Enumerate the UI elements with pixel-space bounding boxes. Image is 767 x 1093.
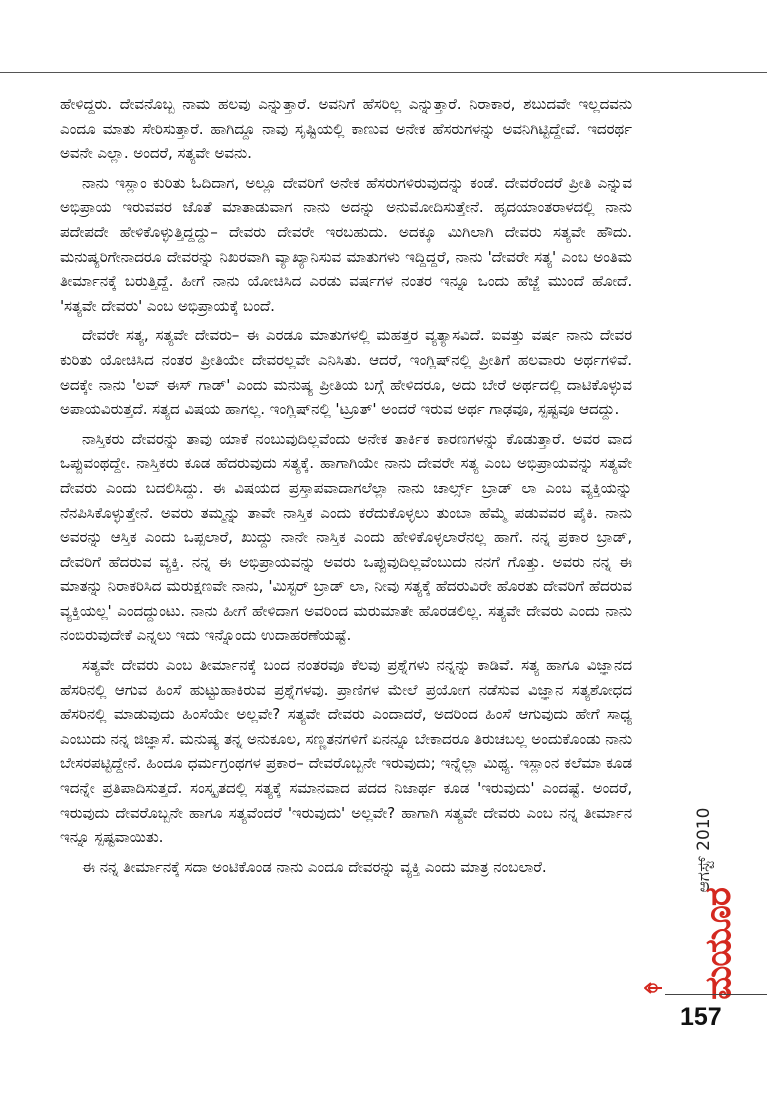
page-number: 157 bbox=[680, 1003, 722, 1031]
article-paragraph: ನಾನು ಇಸ್ಲಾಂ ಕುರಿತು ಓದಿದಾಗ, ಅಲ್ಲೂ ದೇವರಿಗೆ ಅನೇಕ ಹೆಸರುಗಳಿರುವುದನ್ನು ಕಂಡೆ. ದೇವರೆಂದರೆ ಪ್ರೀತಿ ಎನ್ನುವ ಅಭಿಪ್ರಾಯ ಇರುವವರ ಜೊತೆ ಮಾತಾಡುವಾಗ ನಾನು ಅದನ್ನು ಅನುಮೋದಿಸುತ್ತೇನೆ. ಹೃದಯಾಂತರಾಳದಲ್ಲಿ ನಾನು ಪದೇಪದೇ ಹೇಳಿಕೊಳ್ಳುತ್ತಿದ್ದದ್ದು– ದೇವರು ದೇವರೇ ಇರಬಹುದು. ಅದಕ್ಕೂ ಮಿಗಿಲಾಗಿ ದೇವರು ಸತ್ಯವೇ ಹೌದು. ಮನುಷ್ಯರಿಗೇನಾದರೂ ದೇವರನ್ನು ನಿಖರವಾಗಿ ವ್ಯಾಖ್ಯಾನಿಸುವ ಮಾತುಗಳು ಇದ್ದಿದ್ದರೆ, ನಾನು 'ದೇವರೇ ಸತ್ಯ' ಎಂಬ ಅಂತಿಮ ತೀರ್ಮಾನಕ್ಕೆ ಬರುತ್ತಿದ್ದೆ. ಹೀಗೆ ನಾನು ಯೋಚಿಸಿದ ಎರಡು ವರ್ಷಗಳ ನಂತರ ಇನ್ನೂ ಒಂದು ಹೆಜ್ಜೆ ಮುಂದೆ ಹೋದೆ. 'ಸತ್ಯವೇ ದೇವರು' ಎಂಬ ಅಭಿಪ್ರಾಯಕ್ಕೆ ಬಂದೆ. bbox=[60, 173, 632, 315]
end-mark-arrow-icon bbox=[642, 981, 664, 995]
header-rule bbox=[0, 72, 767, 73]
magazine-logo bbox=[684, 888, 754, 1000]
article-paragraph: ದೇವರೇ ಸತ್ಯ, ಸತ್ಯವೇ ದೇವರು– ಈ ಎರಡೂ ಮಾತುಗಳಲ್ಲಿ ಮಹತ್ತರ ವ್ಯತ್ಯಾಸವಿದೆ. ಐವತ್ತು ವರ್ಷ ನಾನು ದೇವರ ಕುರಿತು ಯೋಚಿಸಿದ ನಂತರ ಪ್ರೀತಿಯೇ ದೇವರಲ್ಲವೇ ಎನಿಸಿತು. ಆದರೆ, ಇಂಗ್ಲಿಷ್‌ನಲ್ಲಿ ಪ್ರೀತಿಗೆ ಹಲವಾರು ಅರ್ಥಗಳಿವೆ. ಅದಕ್ಕೇ ನಾನು 'ಲವ್ ಈಸ್ ಗಾಡ್' ಎಂದು ಮನುಷ್ಯ ಪ್ರೀತಿಯ ಬಗ್ಗೆ ಹೇಳಿದರೂ, ಅದು ಬೇರೆ ಅರ್ಥದಲ್ಲಿ ದಾಟಿಕೊಳ್ಳುವ ಅಪಾಯವಿರುತ್ತದೆ. ಸತ್ಯದ ವಿಷಯ ಹಾಗಲ್ಲ. ಇಂಗ್ಲಿಷ್‌ನಲ್ಲಿ 'ಟ್ರೂತ್' ಅಂದರೆ ಇರುವ ಅರ್ಥ ಗಾಢವೂ, ಸ್ಪಷ್ಟವೂ ಆದದ್ದು. bbox=[60, 326, 632, 419]
issue-date-text: ಆಗಸ್ಟ್ 2010 bbox=[694, 807, 714, 893]
footer-rule bbox=[665, 994, 767, 995]
article-paragraph: ನಾಸ್ತಿಕರು ದೇವರನ್ನು ತಾವು ಯಾಕೆ ನಂಬುವುದಿಲ್ಲವೆಂದು ಅನೇಕ ತಾರ್ಕಿಕ ಕಾರಣಗಳನ್ನು ಕೊಡುತ್ತಾರೆ. ಅವರ ವಾದ ಒಪ್ಪುವಂಥದ್ದೇ. ನಾಸ್ತಿಕರು ಕೂಡ ಹೆದರುವುದು ಸತ್ಯಕ್ಕೆ. ಹಾಗಾಗಿಯೇ ನಾನು ದೇವರೇ ಸತ್ಯ ಎಂಬ ಅಭಿಪ್ರಾಯವನ್ನು ಸತ್ಯವೇ ದೇವರು ಎಂದು ಬದಲಿಸಿದ್ದು. ಈ ವಿಷಯದ ಪ್ರಸ್ತಾಪವಾದಾಗಲೆಲ್ಲಾ ನಾನು ಚಾರ್ಲ್ಸ್ ಬ್ರಾಡ್ ಲಾ ಎಂಬ ವ್ಯಕ್ತಿಯನ್ನು ನೆನಪಿಸಿಕೊಳ್ಳುತ್ತೇನೆ. ಅವರು ತಮ್ಮನ್ನು ತಾವೇ ನಾಸ್ತಿಕ ಎಂದು ಕರೆದುಕೊಳ್ಳಲು ತುಂಬಾ ಹೆಮ್ಮೆ ಪಡುವವರ ಪೈಕಿ. ನಾನು ಅವರನ್ನು ಆಸ್ತಿಕ ಎಂದು ಒಪ್ಪಲಾರೆ, ಖುದ್ದು ನಾನೇ ನಾಸ್ತಿಕ ಎಂದು ಹೇಳಿಕೊಳ್ಳಲಾರೆನಲ್ಲ ಹಾಗೆ. ನನ್ನ ಪ್ರಕಾರ ಬ್ರಾಡ್, ದೇವರಿಗೆ ಹೆದರುವ ವ್ಯಕ್ತಿ. ನನ್ನ ಈ ಅಭಿಪ್ರಾಯವನ್ನು ಅವರು ಒಪ್ಪುವುದಿಲ್ಲವೆಂಬುದು ನನಗೆ ಗೊತ್ತು. ಅವರು ನನ್ನ ಈ ಮಾತನ್ನು ನಿರಾಕರಿಸಿದ ಮರುಕ್ಷಣವೇ ನಾನು, 'ಮಿಸ್ಟರ್ ಬ್ರಾಡ್ ಲಾ, ನೀವು ಸತ್ಯಕ್ಕೆ ಹೆದರುವಿರೇ ಹೊರತು ದೇವರಿಗೆ ಹೆದರುವ ವ್ಯಕ್ತಿಯಲ್ಲ' ಎಂದದ್ದುಂಟು. ನಾನು ಹೀಗೆ ಹೇಳಿದಾಗ ಅವರಿಂದ ಮರುಮಾತೇ ಹೊರಡಲಿಲ್ಲ. ಸತ್ಯವೇ ದೇವರು ಎಂದು ನಾನು ನಂಬಿರುವುದೇಕೆ ಎನ್ನಲು ಇದು ಇನ್ನೊಂದು ಉದಾಹರಣೆಯಷ್ಟೆ. bbox=[60, 429, 632, 645]
article-paragraph: ಸತ್ಯವೇ ದೇವರು ಎಂಬ ತೀರ್ಮಾನಕ್ಕೆ ಬಂದ ನಂತರವೂ ಕೆಲವು ಪ್ರಶ್ನೆಗಳು ನನ್ನನ್ನು ಕಾಡಿವೆ. ಸತ್ಯ ಹಾಗೂ ವಿಜ್ಞಾನದ ಹೆಸರಿನಲ್ಲಿ ಆಗುವ ಹಿಂಸೆ ಹುಟ್ಟುಹಾಕಿರುವ ಪ್ರಶ್ನೆಗಳವು. ಪ್ರಾಣಿಗಳ ಮೇಲೆ ಪ್ರಯೋಗ ನಡೆಸುವ ವಿಜ್ಞಾನ ಸತ್ಯಶೋಧದ ಹೆಸರಿನಲ್ಲಿ ಮಾಡುವುದು ಹಿಂಸೆಯೇ ಅಲ್ಲವೇ? ಸತ್ಯವೇ ದೇವರು ಎಂದಾದರೆ, ಅದರಿಂದ ಹಿಂಸೆ ಆಗುವುದು ಹೇಗೆ ಸಾಧ್ಯ ಎಂಬುದು ನನ್ನ ಜಿಜ್ಞಾಸೆ. ಮನುಷ್ಯ ತನ್ನ ಅನುಕೂಲ, ಸಣ್ಣತನಗಳಿಗೆ ಏನನ್ನೂ ಬೇಕಾದರೂ ತಿರುಚಬಲ್ಲ ಅಂದುಕೊಂಡು ನಾನು ಬೇಸರಪಟ್ಟಿದ್ದೇನೆ. ಹಿಂದೂ ಧರ್ಮಗ್ರಂಥಗಳ ಪ್ರಕಾರ– ದೇವರೊಬ್ಬನೇ ಇರುವುದು; ಇನ್ನೆಲ್ಲಾ ಮಿಥ್ಯ. ಇಸ್ಲಾಂನ ಕಲೆಮಾ ಕೂಡ ಇದನ್ನೇ ಪ್ರತಿಪಾದಿಸುತ್ತದೆ. ಸಂಸ್ಕೃತದಲ್ಲಿ ಸತ್ಯಕ್ಕೆ ಸಮಾನವಾದ ಪದದ ನಿಜಾರ್ಥ ಕೂಡ 'ಇರುವುದು' ಎಂದಷ್ಟೆ. ಅಂದರೆ, ಇರುವುದು ದೇವರೊಬ್ಬನೇ ಹಾಗೂ ಸತ್ಯವೆಂದರೆ 'ಇರುವುದು' ಅಲ್ಲವೇ? ಹಾಗಾಗಿ ಸತ್ಯವೇ ದೇವರು ಎಂಬ ನನ್ನ ತೀರ್ಮಾನ ಇನ್ನೂ ಸ್ಪಷ್ಟವಾಯಿತು. bbox=[60, 656, 632, 847]
article-paragraph: ಈ ನನ್ನ ತೀರ್ಮಾನಕ್ಕೆ ಸದಾ ಅಂಟಿಕೊಂಡ ನಾನು ಎಂದೂ ದೇವರನ್ನು ವ್ಯಕ್ತಿ ಎಂದು ಮಾತ್ರ ನಂಬಲಾರೆ. bbox=[82, 857, 547, 876]
article-paragraph: ಹೇಳಿದ್ದರು. ದೇವನೊಬ್ಬ ನಾಮ ಹಲವು ಎನ್ನುತ್ತಾರೆ. ಅವನಿಗೆ ಹೆಸರಿಲ್ಲ ಎನ್ನುತ್ತಾರೆ. ನಿರಾಕಾರ, ಶಬುದವೇ ಇಲ್ಲದವನು ಎಂದೂ ಮಾತು ಸೇರಿಸುತ್ತಾರೆ. ಹಾಗಿದ್ದೂ ನಾವು ಸೃಷ್ಟಿಯಲ್ಲಿ ಕಾಣುವ ಅನೇಕ ಹೆಸರುಗಳನ್ನು ಅವನಿಗಿಟ್ಟಿದ್ದೇವೆ. ಇದರರ್ಥ ಅವನೇ ಎಲ್ಲಾ. ಅಂದರೆ, ಸತ್ಯವೇ ಅವನು. bbox=[60, 95, 632, 163]
magazine-logo-text: ಮಯೂರ bbox=[698, 888, 739, 1000]
article-body bbox=[60, 92, 632, 884]
